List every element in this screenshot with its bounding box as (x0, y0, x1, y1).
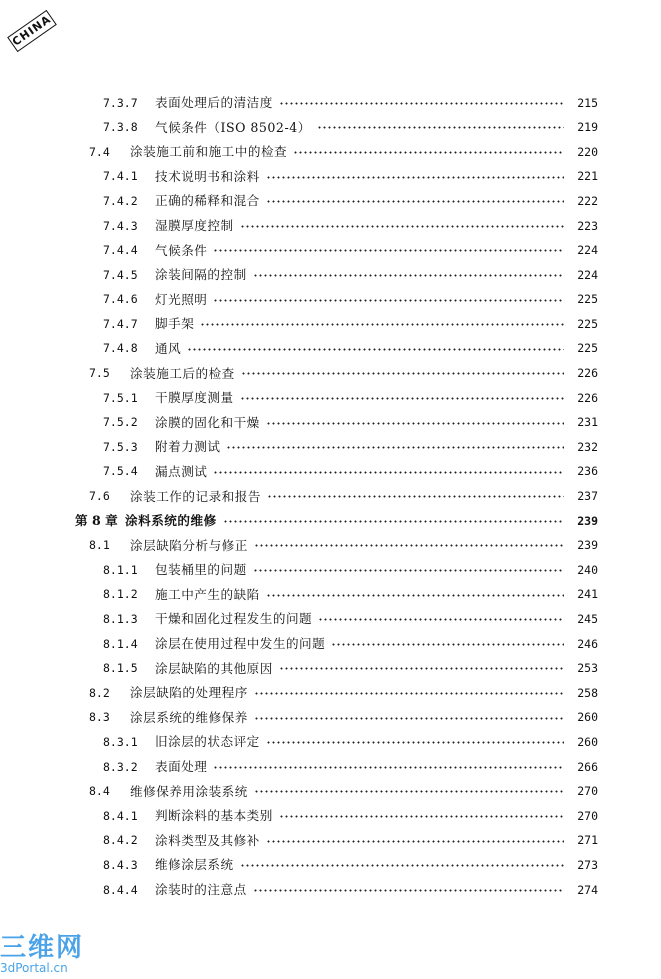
toc-entry-number: 7.4 (89, 144, 110, 159)
toc-entry-page: 270 (577, 808, 598, 823)
dot-leader (293, 151, 564, 154)
toc-entry-title: 通风 (155, 340, 182, 356)
toc-entry-title: 正确的稀释和混合 (155, 193, 260, 209)
dot-leader (254, 692, 564, 695)
toc-entry (0, 657, 661, 682)
toc-entry-title: 表面处理后的清洁度 (155, 95, 273, 110)
toc-entry (0, 214, 661, 239)
toc-entry-number: 8.4.1 (103, 808, 138, 823)
toc-entry-number: 8.4.3 (103, 857, 138, 872)
toc-entry (0, 780, 661, 805)
toc-entry (0, 165, 661, 190)
toc-entry (0, 730, 661, 755)
toc-entry-number: 第 8 章 (75, 513, 118, 529)
toc-entry-title: 漏点测试 (155, 463, 208, 479)
toc-entry (0, 116, 661, 141)
toc-entry-number: 7.5.4 (103, 464, 138, 479)
dot-leader (240, 397, 564, 400)
toc-entry-page: 231 (577, 415, 598, 430)
toc-entry (0, 607, 661, 632)
toc-entry-title: 涂装施工前和施工中的检查 (130, 144, 288, 160)
toc-entry-title: 涂料类型及其修补 (155, 832, 260, 848)
toc-entry (0, 337, 661, 362)
dot-leader (213, 299, 564, 302)
toc-entry-number: 7.4.1 (103, 169, 138, 184)
toc-entry-title: 附着力测试 (155, 439, 221, 455)
toc-entry-title: 表面处理 (155, 759, 208, 775)
toc-entry-page: 239 (577, 513, 598, 528)
toc-entry-page: 224 (577, 267, 598, 282)
toc-entry-number: 8.1.3 (103, 612, 138, 627)
dot-leader (317, 126, 564, 129)
dot-leader (223, 520, 564, 523)
toc-entry (0, 853, 661, 878)
toc-entry-number: 7.5.1 (103, 390, 138, 405)
dot-leader (240, 864, 564, 867)
toc-entry-page: 232 (577, 439, 598, 454)
toc-entry-page: 221 (577, 169, 598, 184)
toc-entry-number: 8.3.1 (103, 734, 138, 749)
toc-entry-number: 8.3 (89, 710, 110, 725)
toc-entry-title: 包装桶里的问题 (155, 562, 247, 578)
toc-entry-title: 气候条件 (155, 242, 208, 258)
toc-entry-title: 脚手架 (155, 316, 195, 332)
dot-leader (279, 815, 564, 818)
toc-entry-title: 施工中产生的缺陷 (155, 586, 260, 602)
dot-leader (266, 741, 564, 744)
dot-leader (331, 643, 564, 646)
toc-entry (0, 558, 661, 583)
dot-leader (253, 274, 564, 277)
toc-entry-number: 8.2 (89, 685, 110, 700)
toc-entry-page: 273 (577, 857, 598, 872)
toc-entry (0, 485, 661, 510)
toc-entry (0, 706, 661, 731)
toc-entry-number: 7.4.4 (103, 243, 138, 258)
toc-entry (0, 681, 661, 706)
toc-entry-title: 技术说明书和涂料 (155, 168, 260, 184)
toc-entry (0, 829, 661, 854)
toc-entry-page: 246 (577, 636, 598, 651)
toc-entry-number: 8.3.2 (103, 759, 138, 774)
dot-leader (200, 323, 564, 326)
toc-entry-number: 7.4.5 (103, 267, 138, 282)
toc-entry-page: 253 (577, 661, 598, 676)
toc-entry (0, 91, 661, 116)
toc-entry-number: 8.1.5 (103, 661, 138, 676)
dot-leader (254, 544, 564, 547)
dot-leader (254, 790, 564, 793)
toc-entry-title: 涂装施工后的检查 (130, 365, 235, 381)
dot-leader (253, 569, 564, 572)
toc-entry-number: 7.3.8 (103, 120, 138, 135)
toc-entry-page: 274 (577, 882, 598, 897)
toc-entry-page: 223 (577, 218, 598, 233)
watermark-url: 3dPortal.cn (0, 961, 68, 975)
toc-entry-title: 旧涂层的状态评定 (155, 734, 260, 750)
toc-entry-page: 236 (577, 464, 598, 479)
toc-entry-number: 7.4.8 (103, 341, 138, 356)
toc-entry (0, 263, 661, 288)
toc-entry-title: 维修保养用涂装系统 (130, 783, 248, 799)
dot-leader (240, 225, 564, 228)
dot-leader (279, 102, 564, 105)
dot-leader (241, 372, 564, 375)
toc-entry-number: 8.1.2 (103, 587, 138, 602)
toc-entry (0, 460, 661, 485)
toc-entry-number: 7.6 (89, 489, 110, 504)
toc-entry-page: 219 (577, 120, 598, 135)
toc-entry-page: 237 (577, 489, 598, 504)
toc-entry-title: 气候条件（ISO 8502-4） (155, 119, 311, 135)
toc-entry-number: 8.1.1 (103, 562, 138, 577)
toc-chapter-entry (0, 509, 661, 534)
toc-entry (0, 140, 661, 165)
toc-entry-title: 涂装间隔的控制 (155, 267, 247, 283)
toc-entry (0, 312, 661, 337)
toc-entry-number: 7.4.7 (103, 316, 138, 331)
dot-leader (267, 495, 564, 498)
dot-leader (279, 667, 564, 670)
toc-entry-page: 271 (577, 833, 598, 848)
toc-entry-page: 266 (577, 759, 598, 774)
toc-entry (0, 534, 661, 559)
toc-entry-page: 226 (577, 366, 598, 381)
toc-entry-page: 239 (577, 538, 598, 553)
toc-entry-page: 240 (577, 562, 598, 577)
watermark-logo (0, 935, 130, 977)
toc-entry-page: 215 (577, 95, 598, 110)
toc-entry-page: 225 (577, 316, 598, 331)
toc-entry (0, 755, 661, 780)
dot-leader (187, 348, 564, 351)
dot-leader (213, 249, 564, 252)
toc-entry-page: 220 (577, 144, 598, 159)
toc-entry-number: 8.4 (89, 784, 110, 799)
toc-entry-number: 8.1.4 (103, 636, 138, 651)
toc-entry-number: 7.4.3 (103, 218, 138, 233)
table-of-contents (0, 91, 661, 903)
toc-entry-title: 涂层系统的维修保养 (130, 709, 248, 725)
toc-entry-page: 225 (577, 292, 598, 307)
toc-entry-number: 8.4.2 (103, 833, 138, 848)
dot-leader (266, 594, 564, 597)
toc-entry-title: 维修涂层系统 (155, 857, 234, 873)
dot-leader (266, 422, 564, 425)
toc-entry-title: 干燥和固化过程发生的问题 (155, 611, 313, 627)
toc-entry-number: 7.3.7 (103, 95, 138, 110)
toc-entry-title: 涂层在使用过程中发生的问题 (155, 636, 326, 652)
toc-entry-title: 涂装时的注意点 (155, 882, 247, 897)
dot-leader (254, 717, 564, 720)
china-stamp: CHINA (7, 10, 57, 52)
toc-entry (0, 411, 661, 436)
toc-entry (0, 804, 661, 829)
toc-entry (0, 583, 661, 608)
toc-entry-number: 8.1 (89, 538, 110, 553)
toc-entry-page: 226 (577, 390, 598, 405)
toc-entry-number: 8.4.4 (103, 882, 138, 897)
toc-entry-number: 7.5.3 (103, 439, 138, 454)
toc-entry-page: 225 (577, 341, 598, 356)
toc-entry-title: 湿膜厚度控制 (155, 217, 234, 233)
dot-leader (213, 471, 564, 474)
toc-entry-number: 7.4.6 (103, 292, 138, 307)
toc-entry-title: 涂装工作的记录和报告 (130, 488, 261, 504)
toc-entry-title: 灯光照明 (155, 291, 208, 307)
dot-leader (253, 889, 564, 892)
dot-leader (266, 200, 564, 203)
toc-entry (0, 362, 661, 387)
toc-entry-title: 涂膜的固化和干燥 (155, 414, 260, 430)
toc-entry (0, 239, 661, 264)
toc-entry-page: 245 (577, 612, 598, 627)
toc-entry-number: 7.5.2 (103, 415, 138, 430)
dot-leader (266, 176, 564, 179)
toc-entry-title: 涂料系统的维修 (125, 513, 217, 529)
toc-entry-page: 260 (577, 734, 598, 749)
toc-entry (0, 632, 661, 657)
toc-entry (0, 386, 661, 411)
toc-entry-number: 7.5 (89, 366, 110, 381)
dot-leader (266, 840, 564, 843)
toc-entry-page: 241 (577, 587, 598, 602)
toc-entry (0, 878, 661, 903)
toc-entry (0, 288, 661, 313)
toc-entry-title: 涂层缺陷的其他原因 (155, 660, 273, 676)
watermark-logo-text: 三维网 (0, 933, 85, 963)
toc-entry (0, 189, 661, 214)
toc-entry-title: 干膜厚度测量 (155, 390, 234, 406)
dot-leader (213, 766, 564, 769)
dot-leader (226, 446, 564, 449)
toc-entry-page: 222 (577, 193, 598, 208)
toc-entry-page: 260 (577, 710, 598, 725)
toc-entry-title: 判断涂料的基本类别 (155, 808, 273, 824)
toc-entry-title: 涂层缺陷分析与修正 (130, 537, 248, 553)
toc-entry-title: 涂层缺陷的处理程序 (130, 685, 248, 701)
toc-entry (0, 435, 661, 460)
toc-entry-number: 7.4.2 (103, 193, 138, 208)
toc-entry-page: 258 (577, 685, 598, 700)
dot-leader (318, 618, 564, 621)
toc-entry-page: 270 (577, 784, 598, 799)
toc-entry-page: 224 (577, 243, 598, 258)
